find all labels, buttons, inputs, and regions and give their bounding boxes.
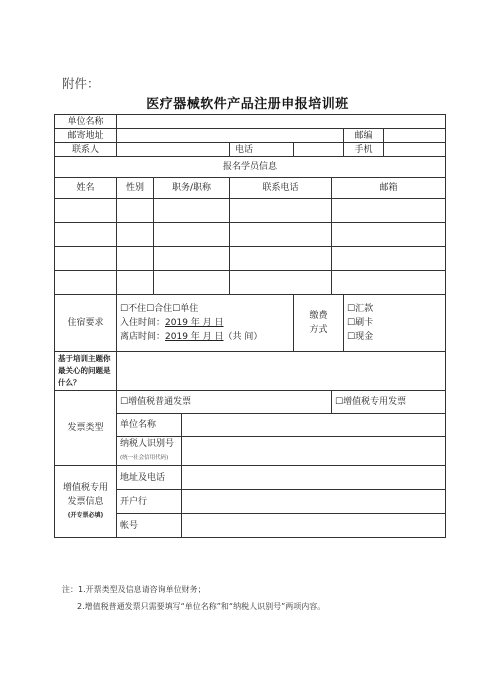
invoice-unit-name-field[interactable] [182,414,446,437]
checkin-line [120,316,290,330]
training-question-field[interactable] [117,352,446,391]
table-row [55,271,446,295]
notes [62,581,325,615]
vat-address-label: 地址及电话 [117,466,182,490]
student-title-cell[interactable] [154,271,230,295]
table-row [55,223,446,247]
page-title: 医疗器械软件产品注册申报培训班 [146,97,349,112]
header-phone: 联系电话 [230,178,332,199]
training-question-row [55,352,446,391]
student-gender-cell[interactable] [117,223,154,247]
lodging-row [55,295,446,352]
training-question-label: 基于培训主题你最关心的问题是什么？ [55,352,117,391]
checkin-label: 入住时间： [120,318,166,328]
student-title-cell[interactable] [154,199,230,223]
header-name: 姓名 [55,178,117,199]
note-1: 注：1.开票类型及信息请咨询单位财务； [62,585,206,594]
header-gender: 性别 [117,178,154,199]
vat-address-field[interactable] [182,466,446,490]
vat-label-line3: (开专票必填) [67,511,104,519]
student-gender-cell[interactable] [117,271,154,295]
checkout-value[interactable]: 2019 年 月 日 [165,332,224,342]
postcode-field[interactable] [384,129,446,143]
header-email: 邮箱 [332,178,446,199]
note-2: 2.增值税普通发票只需要填写“单位名称”和“纳税人识别号”两项内容。 [77,602,326,611]
student-email-cell[interactable] [332,247,446,271]
taxpayer-id-note: (统一社会信用代码) [117,451,182,466]
mail-address-label: 邮寄地址 [55,129,117,143]
postcode-label: 邮编 [344,129,384,143]
student-table-header [55,178,446,199]
phone-field[interactable] [294,143,344,157]
unit-name-field[interactable] [117,115,446,129]
vat-bank-label: 开户行 [117,490,182,514]
vat-account-label: 帐号 [117,514,182,538]
taxpayer-id-label: 纳税人识别号 [117,437,182,452]
table-row [55,199,446,223]
mail-address-field[interactable] [117,129,344,143]
payment-options [344,295,446,352]
student-phone-cell[interactable] [230,199,332,223]
mobile-field[interactable] [384,143,446,157]
contact-field[interactable] [117,143,230,157]
lodging-options[interactable]: ☐不住☐合住☐单住 [120,304,199,314]
vat-special-label [55,466,117,538]
vat-label-line1: 增值税专用 [62,482,108,493]
student-section-title: 报名学员信息 [55,157,446,178]
payment-option-card[interactable]: ☐刷卡 [347,318,374,328]
student-email-cell[interactable] [332,271,446,295]
mail-address-row [55,129,446,143]
student-phone-cell[interactable] [230,223,332,247]
checkin-value[interactable]: 2019 年 月 日 [165,318,224,328]
payment-label [294,295,344,352]
contact-row [55,143,446,157]
vat-account-field[interactable] [182,514,446,538]
student-phone-cell[interactable] [230,271,332,295]
attachment-label: 附件： [62,76,100,91]
unit-name-label: 单位名称 [55,115,117,129]
student-name-cell[interactable] [55,271,117,295]
mobile-label: 手机 [344,143,384,157]
header-title: 职务/职称 [154,178,230,199]
checkout-line [120,330,290,344]
student-title-cell[interactable] [154,223,230,247]
taxpayer-id-field[interactable] [182,437,446,466]
invoice-unit-name-label: 单位名称 [117,414,182,437]
student-name-cell[interactable] [55,199,117,223]
invoice-ordinary-option[interactable]: ☐增值税普通发票 [117,391,332,414]
unit-name-row [55,115,446,129]
table-row [55,247,446,271]
payment-option-cash[interactable]: ☐现金 [347,332,374,342]
vat-label-line2: 发票信息 [67,496,104,507]
payment-label-line2: 方式 [309,325,328,335]
invoice-type-row [55,391,446,414]
lodging-details [117,295,294,352]
student-email-cell[interactable] [332,199,446,223]
student-gender-cell[interactable] [117,199,154,223]
student-name-cell[interactable] [55,223,117,247]
student-gender-cell[interactable] [117,247,154,271]
payment-option-transfer[interactable]: ☐汇款 [347,304,374,314]
student-title-cell[interactable] [154,247,230,271]
student-name-cell[interactable] [55,247,117,271]
checkout-label: 离店时间： [120,332,166,342]
invoice-type-label: 发票类型 [55,391,117,466]
payment-label-line1: 缴费 [309,311,328,321]
lodging-label: 住宿要求 [55,295,117,352]
invoice-special-option[interactable]: ☐增值税专用发票 [332,391,446,414]
vat-bank-field[interactable] [182,490,446,514]
registration-form-table [54,114,446,538]
nights-text: （共 间） [223,332,263,342]
phone-label: 电话 [230,143,294,157]
contact-label: 联系人 [55,143,117,157]
vat-address-row [55,466,446,490]
student-phone-cell[interactable] [230,247,332,271]
student-email-cell[interactable] [332,223,446,247]
